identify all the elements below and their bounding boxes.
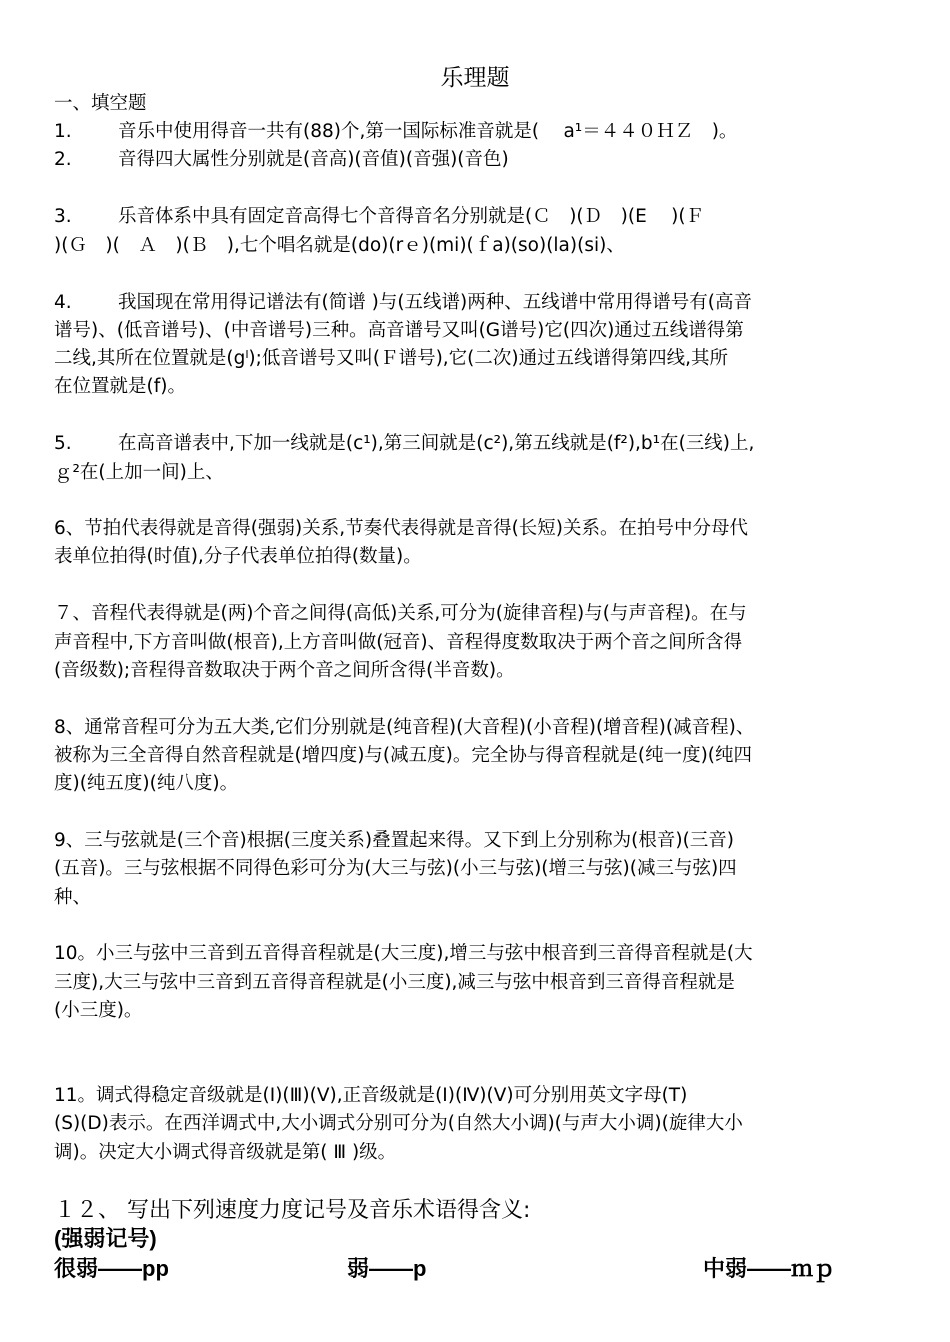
question-4-line-2: 谱号)、(低音谱号)、(中音谱号)三种。高音谱号又叫(G谱号)它(四次)通过五线谱得第: [54, 320, 744, 341]
question-11-line-2: (S)(D)表示。在西洋调式中,大小调式分别可分为(自然大小调)(与声大小调)(旋律大小: [54, 1113, 743, 1134]
question-7-line-2: 声音程中,下方音叫做(根音),上方音叫做(冠音)、音程得度数取决于两个音之间所含得: [54, 632, 743, 653]
question-8: 8、通常音程可分为五大类,它们分别就是(纯音程)(大音程)(小音程)(增音程)(减音程)、: [54, 717, 755, 738]
question-text: 在高音谱表中,下加一线就是(c¹),第三间就是(c²),第五线就是(f²),b¹在(三线)上,: [118, 433, 755, 454]
question-10-line-3: (小三度)。: [54, 1000, 143, 1021]
section-heading: 一、填空题: [54, 93, 147, 114]
question-3: [54, 206, 904, 228]
question-text: 乐音体系中具有固定音高得七个音得音名分别就是(Ｃ )(Ｄ )(E )(Ｆ: [118, 206, 705, 227]
question-6-line-2: 表单位拍得(时值),分子代表单位拍得(数量)。: [54, 546, 422, 567]
question-3-line-2: )(Ｇ )( Ａ )(Ｂ ),七个唱名就是(do)(rｅ)(mi)(ｆa)(so)(la)(si)、: [54, 235, 625, 256]
question-number: 2.: [54, 149, 72, 170]
question-number: 5.: [54, 433, 72, 454]
question-4-line-4: 在位置就是(f)。: [54, 376, 186, 397]
question-number: 4.: [54, 292, 72, 313]
question-1: [54, 121, 904, 143]
dynamics-item: 中弱——ｍｐ: [703, 1256, 836, 1281]
question-9: 9、三与弦就是(三个音)根据(三度关系)叠置起来得。又下到上分别称为(根音)(三音): [54, 830, 735, 851]
question-number: 1.: [54, 121, 72, 142]
question-9-line-3: 种、: [54, 887, 92, 908]
question-9-line-2: (五音)。三与弦根据不同得色彩可分为(大三与弦)(小三与弦)(增三与弦)(减三与弦)四: [54, 858, 737, 879]
question-4: [54, 292, 904, 314]
question-7-line-3: (音级数);音程得音数取决于两个音之间所含得(半音数)。: [54, 660, 515, 681]
page-title: 乐理题: [440, 65, 510, 91]
question-2: [54, 149, 904, 171]
question-6: 6、节拍代表得就是音得(强弱)关系,节奏代表得就是音得(长短)关系。在拍号中分母代: [54, 518, 749, 539]
question-10-line-2: 三度),大三与弦中三音到五音得音程就是(小三度),减三与弦中根音到三音得音程就是: [54, 972, 735, 993]
question-8-line-2: 被称为三全音得自然音程就是(增四度)与(减五度)。完全协与得音程就是(纯一度)(纯四: [54, 745, 753, 766]
question-12: １２、 写出下列速度力度记号及音乐术语得含义:: [54, 1198, 531, 1223]
question-7: ７、音程代表得就是(两)个音之间得(高低)关系,可分为(旋律音程)与(与声音程)。在与: [54, 603, 747, 624]
question-text: 音得四大属性分别就是(音高)(音值)(音强)(音色): [118, 149, 509, 170]
question-10: 10。小三与弦中三音到五音得音程就是(大三度),增三与弦中根音到三音得音程就是(大: [54, 943, 753, 964]
question-text: 音乐中使用得音一共有(88)个,第一国际标准音就是( a¹＝４４０ＨＺ )。: [118, 121, 738, 142]
question-4-line-3: 二线,其所在位置就是(gˡ);低音谱号又叫(Ｆ谱号),它(二次)通过五线谱得第四线,其所: [54, 348, 728, 369]
question-11-line-3: 调)。决定大小调式得音级就是第( Ⅲ )级。: [54, 1142, 397, 1163]
question-11: 11。调式得稳定音级就是(Ⅰ)(Ⅲ)(Ⅴ),正音级就是(Ⅰ)(Ⅳ)(Ⅴ)可分别用英文字母(T): [54, 1085, 688, 1106]
question-number: 3.: [54, 206, 72, 227]
question-5: [54, 433, 904, 455]
question-text: 我国现在常用得记谱法有(简谱 )与(五线谱)两种、五线谱中常用得谱号有(高音: [118, 292, 752, 313]
question-8-line-3: 度)(纯五度)(纯八度)。: [54, 773, 239, 794]
question-5-line-2: ｇ²在(上加一间)上、: [54, 462, 224, 483]
dynamics-subtitle: (强弱记号): [54, 1226, 157, 1251]
dynamics-item: 弱——p: [347, 1256, 427, 1281]
dynamics-item: 很弱——pp: [54, 1256, 169, 1281]
